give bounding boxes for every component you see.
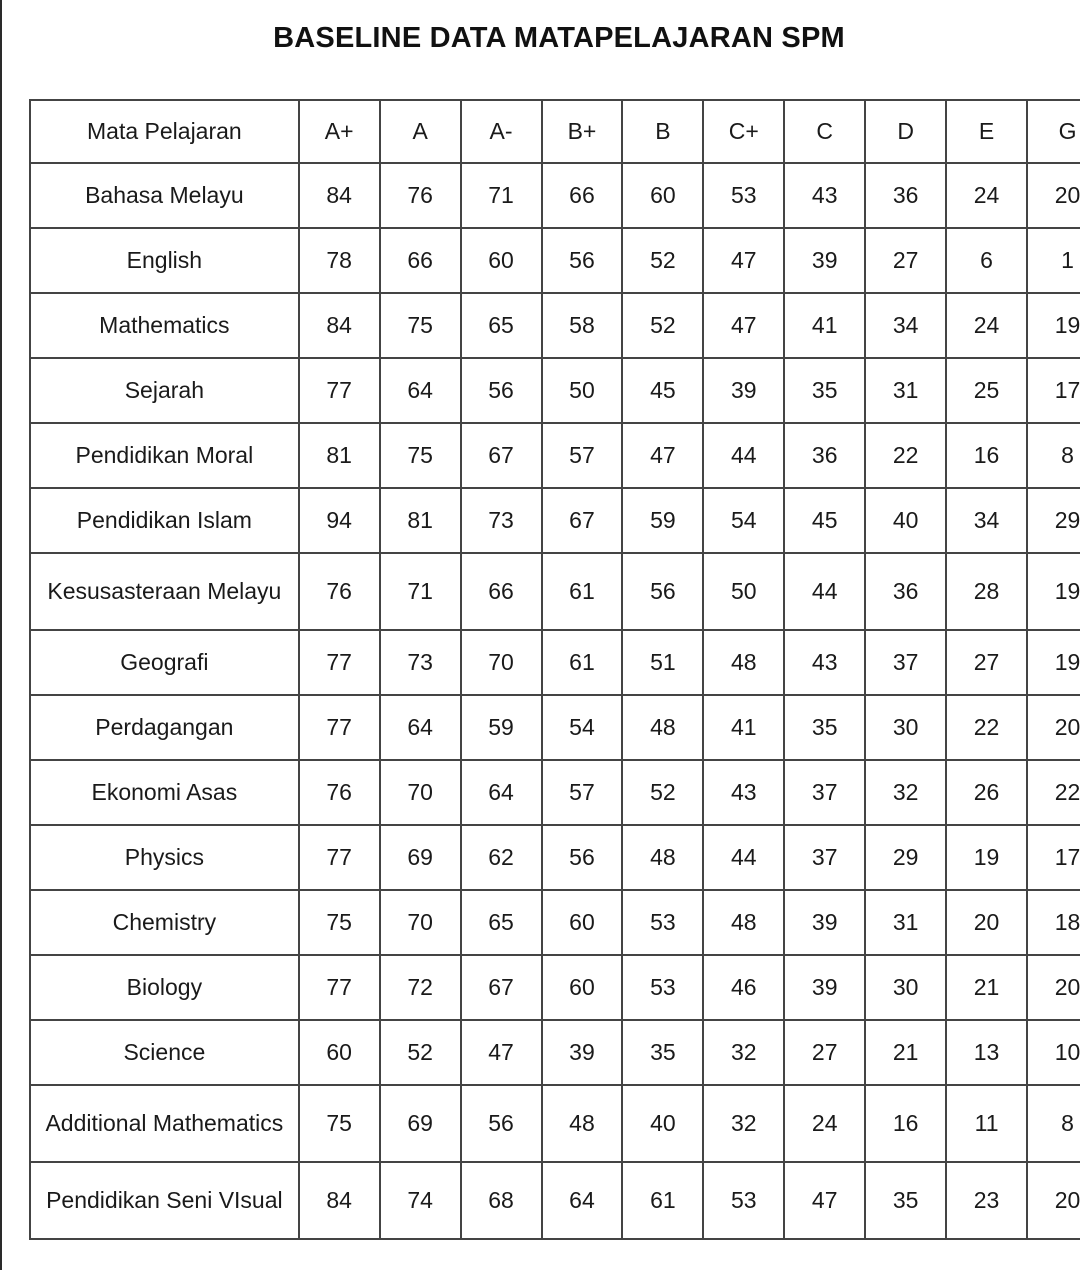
subject-name: English <box>30 228 299 293</box>
grade-value-cell: 78 <box>299 228 380 293</box>
grade-value-cell: 17 <box>1027 825 1080 890</box>
grade-value-cell: 27 <box>784 1020 865 1085</box>
grade-value-cell: 70 <box>380 890 461 955</box>
grade-value-cell: 75 <box>299 890 380 955</box>
grade-value-cell: 37 <box>784 825 865 890</box>
grade-value-cell: 41 <box>703 695 784 760</box>
grade-value-cell: 24 <box>946 163 1027 228</box>
subject-name: Sejarah <box>30 358 299 423</box>
grade-value-cell: 57 <box>542 423 623 488</box>
grade-value-cell: 75 <box>299 1085 380 1162</box>
grade-value-cell: 43 <box>784 163 865 228</box>
grade-value-cell: 60 <box>622 163 703 228</box>
grade-value-cell: 94 <box>299 488 380 553</box>
grade-value-cell: 47 <box>784 1162 865 1239</box>
grade-value-cell: 29 <box>1027 488 1080 553</box>
grade-value-cell: 20 <box>1027 163 1080 228</box>
grade-value-cell: 10 <box>1027 1020 1080 1085</box>
grade-value-cell: 29 <box>865 825 946 890</box>
grade-value-cell: 39 <box>784 890 865 955</box>
grade-value-cell: 39 <box>784 228 865 293</box>
subject-name: Bahasa Melayu <box>30 163 299 228</box>
grade-value-cell: 19 <box>1027 630 1080 695</box>
subject-name: Chemistry <box>30 890 299 955</box>
grade-value-cell: 77 <box>299 358 380 423</box>
table-row <box>30 423 1080 488</box>
table-body <box>30 163 1080 1239</box>
grade-value-cell: 36 <box>865 553 946 630</box>
grade-header: D <box>865 100 946 163</box>
table-row <box>30 553 1080 630</box>
grade-value-cell: 11 <box>946 1085 1027 1162</box>
grade-value-cell: 28 <box>946 553 1027 630</box>
grade-value-cell: 44 <box>784 553 865 630</box>
grade-value-cell: 27 <box>946 630 1027 695</box>
grade-value-cell: 71 <box>461 163 542 228</box>
grade-header: A- <box>461 100 542 163</box>
grade-value-cell: 22 <box>946 695 1027 760</box>
grade-value-cell: 21 <box>865 1020 946 1085</box>
grade-value-cell: 48 <box>703 630 784 695</box>
grade-value-cell: 1 <box>1027 228 1080 293</box>
grade-value-cell: 59 <box>461 695 542 760</box>
grade-value-cell: 60 <box>542 890 623 955</box>
grade-value-cell: 45 <box>784 488 865 553</box>
subject-name: Pendidikan Islam <box>30 488 299 553</box>
grade-value-cell: 25 <box>946 358 1027 423</box>
table-row <box>30 1020 1080 1085</box>
grade-value-cell: 48 <box>622 695 703 760</box>
grade-value-cell: 75 <box>380 293 461 358</box>
grade-value-cell: 44 <box>703 423 784 488</box>
grade-value-cell: 18 <box>1027 890 1080 955</box>
grade-value-cell: 21 <box>946 955 1027 1020</box>
subject-name: Perdagangan <box>30 695 299 760</box>
grade-value-cell: 70 <box>380 760 461 825</box>
grade-value-cell: 34 <box>946 488 1027 553</box>
grade-value-cell: 8 <box>1027 1085 1080 1162</box>
grade-value-cell: 27 <box>865 228 946 293</box>
grade-value-cell: 19 <box>1027 293 1080 358</box>
grade-value-cell: 39 <box>703 358 784 423</box>
grade-value-cell: 65 <box>461 293 542 358</box>
grade-value-cell: 45 <box>622 358 703 423</box>
grade-value-cell: 52 <box>622 293 703 358</box>
grade-value-cell: 54 <box>703 488 784 553</box>
grade-value-cell: 22 <box>865 423 946 488</box>
grade-value-cell: 65 <box>461 890 542 955</box>
grade-value-cell: 53 <box>622 890 703 955</box>
grade-value-cell: 32 <box>703 1085 784 1162</box>
table-row <box>30 890 1080 955</box>
grade-value-cell: 77 <box>299 695 380 760</box>
grade-value-cell: 58 <box>542 293 623 358</box>
grade-value-cell: 77 <box>299 955 380 1020</box>
grade-value-cell: 64 <box>380 358 461 423</box>
grade-value-cell: 17 <box>1027 358 1080 423</box>
grade-value-cell: 19 <box>946 825 1027 890</box>
grade-value-cell: 69 <box>380 825 461 890</box>
grade-value-cell: 47 <box>703 293 784 358</box>
grade-value-cell: 32 <box>865 760 946 825</box>
grade-value-cell: 31 <box>865 890 946 955</box>
grade-header: B <box>622 100 703 163</box>
subject-name: Geografi <box>30 630 299 695</box>
grade-value-cell: 53 <box>703 163 784 228</box>
grade-value-cell: 77 <box>299 825 380 890</box>
table-row <box>30 955 1080 1020</box>
table-header-row <box>30 100 1080 163</box>
grade-value-cell: 32 <box>703 1020 784 1085</box>
grade-value-cell: 26 <box>946 760 1027 825</box>
grade-value-cell: 52 <box>622 760 703 825</box>
grade-value-cell: 30 <box>865 955 946 1020</box>
grade-value-cell: 35 <box>622 1020 703 1085</box>
grade-value-cell: 76 <box>299 553 380 630</box>
grade-value-cell: 67 <box>461 955 542 1020</box>
grade-value-cell: 16 <box>865 1085 946 1162</box>
grade-value-cell: 24 <box>946 293 1027 358</box>
grade-value-cell: 64 <box>542 1162 623 1239</box>
grade-value-cell: 39 <box>542 1020 623 1085</box>
grade-value-cell: 22 <box>1027 760 1080 825</box>
grade-value-cell: 51 <box>622 630 703 695</box>
subject-name: Physics <box>30 825 299 890</box>
grade-value-cell: 20 <box>1027 955 1080 1020</box>
subject-name: Science <box>30 1020 299 1085</box>
grade-value-cell: 61 <box>542 630 623 695</box>
grade-value-cell: 19 <box>1027 553 1080 630</box>
grade-value-cell: 6 <box>946 228 1027 293</box>
grade-value-cell: 67 <box>461 423 542 488</box>
grade-value-cell: 74 <box>380 1162 461 1239</box>
page-title: BASELINE DATA MATAPELAJARAN SPM <box>273 22 845 54</box>
grade-value-cell: 73 <box>461 488 542 553</box>
grade-value-cell: 60 <box>299 1020 380 1085</box>
grade-value-cell: 66 <box>461 553 542 630</box>
grade-value-cell: 68 <box>461 1162 542 1239</box>
grade-value-cell: 52 <box>622 228 703 293</box>
grade-value-cell: 47 <box>461 1020 542 1085</box>
page-left-border <box>0 0 2 1270</box>
grade-value-cell: 36 <box>865 163 946 228</box>
grade-value-cell: 34 <box>865 293 946 358</box>
grade-value-cell: 40 <box>865 488 946 553</box>
subject-name: Biology <box>30 955 299 1020</box>
grade-value-cell: 24 <box>784 1085 865 1162</box>
grade-value-cell: 72 <box>380 955 461 1020</box>
grade-value-cell: 77 <box>299 630 380 695</box>
grade-value-cell: 44 <box>703 825 784 890</box>
grade-value-cell: 70 <box>461 630 542 695</box>
table-row <box>30 695 1080 760</box>
grade-value-cell: 53 <box>703 1162 784 1239</box>
grade-value-cell: 67 <box>542 488 623 553</box>
subject-column-header: Mata Pelajaran <box>30 100 299 163</box>
grade-value-cell: 16 <box>946 423 1027 488</box>
grade-value-cell: 31 <box>865 358 946 423</box>
grade-value-cell: 13 <box>946 1020 1027 1085</box>
grade-value-cell: 20 <box>946 890 1027 955</box>
grade-header: G <box>1027 100 1080 163</box>
grade-value-cell: 61 <box>622 1162 703 1239</box>
grade-value-cell: 71 <box>380 553 461 630</box>
subject-name: Pendidikan Moral <box>30 423 299 488</box>
grade-value-cell: 54 <box>542 695 623 760</box>
grade-value-cell: 56 <box>542 825 623 890</box>
grade-value-cell: 81 <box>380 488 461 553</box>
table-row <box>30 1162 1080 1239</box>
grade-value-cell: 41 <box>784 293 865 358</box>
grade-value-cell: 37 <box>865 630 946 695</box>
table-row <box>30 358 1080 423</box>
grade-value-cell: 47 <box>703 228 784 293</box>
table-row <box>30 228 1080 293</box>
grade-header: A+ <box>299 100 380 163</box>
grade-value-cell: 56 <box>622 553 703 630</box>
grade-value-cell: 35 <box>784 358 865 423</box>
grade-value-cell: 84 <box>299 1162 380 1239</box>
grade-value-cell: 43 <box>784 630 865 695</box>
subject-name: Ekonomi Asas <box>30 760 299 825</box>
grade-header: B+ <box>542 100 623 163</box>
subject-name: Pendidikan Seni VIsual <box>30 1162 299 1239</box>
table-row <box>30 1085 1080 1162</box>
grade-value-cell: 60 <box>542 955 623 1020</box>
grade-value-cell: 64 <box>461 760 542 825</box>
grade-value-cell: 39 <box>784 955 865 1020</box>
subject-name: Mathematics <box>30 293 299 358</box>
grade-value-cell: 76 <box>299 760 380 825</box>
grade-value-cell: 59 <box>622 488 703 553</box>
grade-value-cell: 50 <box>703 553 784 630</box>
grade-value-cell: 20 <box>1027 695 1080 760</box>
grade-value-cell: 48 <box>622 825 703 890</box>
grade-value-cell: 84 <box>299 293 380 358</box>
grade-value-cell: 66 <box>380 228 461 293</box>
grade-header: C <box>784 100 865 163</box>
grade-value-cell: 75 <box>380 423 461 488</box>
grade-value-cell: 73 <box>380 630 461 695</box>
grade-value-cell: 47 <box>622 423 703 488</box>
table-row <box>30 293 1080 358</box>
grade-header: C+ <box>703 100 784 163</box>
grade-value-cell: 43 <box>703 760 784 825</box>
table-row <box>30 825 1080 890</box>
grade-value-cell: 35 <box>865 1162 946 1239</box>
grade-value-cell: 30 <box>865 695 946 760</box>
grade-value-cell: 76 <box>380 163 461 228</box>
grade-value-cell: 52 <box>380 1020 461 1085</box>
table-row <box>30 488 1080 553</box>
table-row <box>30 760 1080 825</box>
subject-name: Additional Mathematics <box>30 1085 299 1162</box>
grade-value-cell: 64 <box>380 695 461 760</box>
grade-value-cell: 53 <box>622 955 703 1020</box>
grade-value-cell: 56 <box>461 358 542 423</box>
grade-baseline-table <box>29 99 1080 1240</box>
grade-value-cell: 84 <box>299 163 380 228</box>
grade-value-cell: 60 <box>461 228 542 293</box>
grade-value-cell: 35 <box>784 695 865 760</box>
grade-value-cell: 50 <box>542 358 623 423</box>
grade-value-cell: 56 <box>542 228 623 293</box>
grade-value-cell: 61 <box>542 553 623 630</box>
grade-value-cell: 81 <box>299 423 380 488</box>
grade-value-cell: 56 <box>461 1085 542 1162</box>
grade-value-cell: 62 <box>461 825 542 890</box>
grade-value-cell: 36 <box>784 423 865 488</box>
table-row <box>30 630 1080 695</box>
grade-value-cell: 57 <box>542 760 623 825</box>
grade-value-cell: 20 <box>1027 1162 1080 1239</box>
grade-value-cell: 23 <box>946 1162 1027 1239</box>
table-row <box>30 163 1080 228</box>
grade-value-cell: 8 <box>1027 423 1080 488</box>
grade-header: E <box>946 100 1027 163</box>
grade-value-cell: 37 <box>784 760 865 825</box>
grade-value-cell: 40 <box>622 1085 703 1162</box>
grade-value-cell: 46 <box>703 955 784 1020</box>
grade-value-cell: 66 <box>542 163 623 228</box>
grade-value-cell: 69 <box>380 1085 461 1162</box>
grade-value-cell: 48 <box>542 1085 623 1162</box>
subject-name: Kesusasteraan Melayu <box>30 553 299 630</box>
grade-value-cell: 48 <box>703 890 784 955</box>
grade-header: A <box>380 100 461 163</box>
